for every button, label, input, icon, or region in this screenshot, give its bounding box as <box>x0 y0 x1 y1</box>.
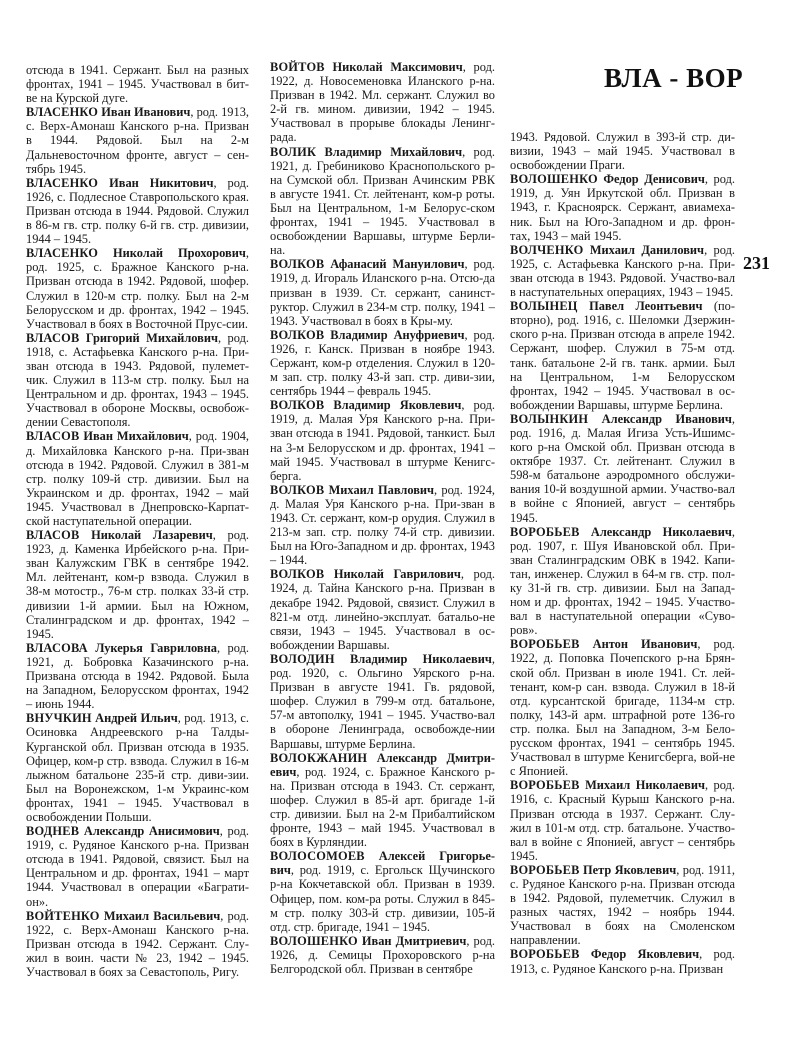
entry-given-names: Александр Анисимович <box>83 824 220 839</box>
entry-surname: ВОЛКОВ <box>270 482 325 497</box>
page-number: 231 <box>743 253 770 273</box>
entry-given-names: Иван Михайлович <box>83 429 189 444</box>
entry-text: , род. 1925, с. Бражное Канского р-на. Призван отсюда в 1942. Рядовой, шофер. Служил в 120-м стр. полку. Был на 2-м Белорусском и др. фронтах, 1942 – 1945. Участвовал в боях в Восточной Прус-сии. <box>26 246 249 331</box>
entry-text: , род. 1916, д. Малая Игиза Усть-Ишимс-кого р-на Омской обл. Призван отсюда в октябре 1937. Ст. лейтенант. Служил в 598-м батальоне аэродромного обслужи-вания 10-й воздушной армии. Участво-вал в войне с Японией, август – сентябрь 1945. <box>510 411 735 525</box>
entry-given-names: Николай Лазаревич <box>91 528 213 543</box>
entry-text: , род. 1919, д. Игораль Иланского р-на. Отсю-да призван в 1939. Ст. сержант, санинст-руктор. Служил в 234-м стр. полку, 1941 – 1943. Участвовал в боях в Кры-му. <box>270 257 495 328</box>
entry-given-names: Николай Прохорович <box>113 246 246 261</box>
entry-surname: ВЛАСОВ <box>26 528 80 543</box>
entry-continuation <box>510 130 735 172</box>
entry-given-names: Иван Никитович <box>109 175 214 190</box>
biography-entry <box>510 525 735 638</box>
entry-text: , род. 1926, с. Подлесное Ставропольского края. Призван отсюда в 1944. Рядовой. Служил в 86-м гв. стр. полку 6-й гв. стр. дивизии, 1944 – 1945. <box>26 175 249 247</box>
biography-entry <box>270 567 495 652</box>
entry-given-names: Григорий Михайлович <box>85 330 218 345</box>
biography-entry <box>270 145 495 258</box>
text-column-3 <box>510 130 735 976</box>
entry-text: , род. 1919, д. Малая Уря Канского р-на. При-зван отсюда в 1941. Рядовой, танкист. Был на 3-м Белорусском и др. фронтах, 1941 – май 1945. Участвовал в штурме Кенигс-берга. <box>270 398 495 483</box>
entry-surname: ВОРОБЬЕВ <box>510 947 580 962</box>
entry-given-names: Александр Николаевич <box>590 524 732 539</box>
entry-surname: ВОЛКОВ <box>270 398 325 413</box>
biography-entry <box>26 331 249 430</box>
entry-text: , род. 1913, с. Верх-Амонаш Канского р-на. Призван в 1944. Рядовой. Был на 2-м Дальневосточном фронте, август – сен-тябрь 1945. <box>26 105 249 176</box>
entry-given-names: Антон Иванович <box>592 637 698 652</box>
biography-entry <box>510 637 735 778</box>
entry-text: отсюда в 1941. Сержант. Был на разных фронтах, 1941 – 1945. Участвовал в бит-ве на Курской дуге. <box>26 63 249 106</box>
entry-text: , род. 1922, д. Новосеменовка Иланского р-на. Призван в 1942. Мл. сержант. Служил во 2-й гв. мином. дивизии, 1942 – 1945. Участвовал в прорыве блокады Ленинг-рада. <box>270 60 495 145</box>
entry-given-names: Николай Максимович <box>332 60 463 74</box>
entry-given-names: Михаил Данилович <box>589 242 705 257</box>
biography-entry <box>26 641 249 711</box>
entry-text: , род. 1924, с. Бражное Канского р-на. Призван отсюда в 1943. Ст. сержант, шофер. Служил в 85-й арт. бригаде 1-й стр. дивизии. Был на 2-м Прибалтийском фронте, 1943 – май 1945. Участвовал в боях в Курляндии. <box>270 764 495 850</box>
entry-text: , род. 1925, с. Астафьевка Канского р-на. При-зван отсюда в 1943. Рядовой. Участво-вал в наступательных операциях, 1943 – 1945. <box>510 242 735 300</box>
biography-entry <box>270 849 495 934</box>
entry-text: , род. 1924, д. Тайна Канского р-на. Призван в декабре 1942. Рядовой, связист. Служил в 821-м отд. линейно-эксплуат. батальо-не связи, 1943 – 1945. Участвовал в ос-вобождении Варшавы. <box>270 567 495 652</box>
entry-text: (по-вторно), род. 1916, с. Шеломки Дзержин-ского р-на. Призван отсюда в апреле 1942. Сержант, шофер. Служил в 75-м отд. танк. батальоне 2-й гв. танк. армии. Был на Центральном, 1-м Белорусском фронтах, 1942 – 1945. Участвовал в ос-вобождении Варшавы, штурме Берлина. <box>510 299 735 412</box>
entry-text: 1943. Рядовой. Служил в 393-й стр. ди-визии, 1943 – май 1945. Участвовал в освобождении Праги. <box>510 130 735 173</box>
biography-entry <box>510 299 735 412</box>
biography-entry <box>26 528 249 641</box>
biography-entry <box>26 246 249 331</box>
entry-text: , род. 1921, д. Гребиниково Краснопольского р-на Сумской обл. Призван Ачинским РВК в августе 1941. Ст. лейтенант, ком-р роты. Был на Центральном, 1-м Белорус-ском фронтах, 1941 – 1945. Участвовал в освобождении Варшавы, штурме Берли-на. <box>270 144 495 258</box>
entry-text: , род. 1919, д. Уян Иркутской обл. Призван в 1943, г. Красноярск. Сержант, авиамеха-ник. Был на Юго-Западном и др. фрон-тах, 1943 – май 1945. <box>510 172 735 243</box>
entry-text: , род. 1921, д. Бобровка Казачинского р-на. Призвана отсюда в 1942. Рядовой. Была на Западном, Белорусском фронтах, 1942 – июнь 1944. <box>26 640 249 712</box>
entry-given-names: Иван Иванович <box>101 105 191 120</box>
biography-entry <box>26 429 249 528</box>
entry-text: , род. 1911, с. Рудяное Канского р-на. Призван отсюда в 1942. Рядовой, пулеметчик. Служил в разных частях, 1942 – ноябрь 1944. Участвовал в боях на Смоленском направлении. <box>510 862 735 948</box>
entry-surname: ВОЛКОВ <box>270 327 325 342</box>
entry-text: , род. 1904, д. Михайловка Канского р-на. При-зван отсюда в 1942. Рядовой. Служил в 381-м стр. полку 109-й стр. дивизии. Был на Украинском и др. фронтах, 1942 – май 1945. Участвовал в Днепровско-Карпат-ской наступательной операции. <box>26 429 249 528</box>
entry-surname: ВЛАСЕНКО <box>26 105 99 120</box>
biography-entry <box>26 176 249 246</box>
entry-given-names: Михаил Николаевич <box>585 778 705 793</box>
entry-given-names: Владимир Николаевич <box>350 651 492 666</box>
entry-continuation <box>26 63 249 105</box>
entry-surname: ВОРОБЬЕВ <box>510 778 580 793</box>
entry-surname: ВОРОБЬЕВ <box>510 862 580 877</box>
biography-entry <box>510 778 735 863</box>
text-column-2 <box>270 60 495 976</box>
biography-entry <box>26 105 249 175</box>
entry-given-names: Александр Дмитри-евич <box>270 750 495 779</box>
entry-text: , род. 1922, д. Поповка Почепского р-на Брян-ской обл. Призван в июле 1941. Ст. лей-тенант, ком-р сан. взвода. Служил в 18-й отд. курсантской бригаде, 1134-м стр. полку, 143-й арм. штрафной роте 136-го стр. полка. Был на Западном, 3-м Бело-русском фронтах, 1941 – сентябрь 1945. Участвовал в штурме Кенигсберга, вой-не с Японией. <box>510 637 735 779</box>
entry-surname: ВОЙТОВ <box>270 60 325 74</box>
entry-given-names: Владимир Яковлевич <box>333 398 462 413</box>
entry-text: , род. 1926, г. Канск. Призван в ноябре 1943. Сержант, ком-р отделения. Служил в 120-м зап. стр. полку 43-й зап. стр. диви-зии, сентябрь 1944 – февраль 1945. <box>270 327 495 399</box>
entry-surname: ВОДНЕВ <box>26 824 80 839</box>
biography-entry <box>270 398 495 483</box>
entry-surname: ВОЛЫНКИН <box>510 411 589 426</box>
entry-surname: ВОЛИК <box>270 144 317 159</box>
entry-surname: ВОЛОДИН <box>270 651 335 666</box>
entry-surname: ВОЛКОВ <box>270 257 325 272</box>
biography-entry <box>270 652 495 751</box>
entry-given-names: Владимир Ануфриевич <box>330 327 465 342</box>
entry-given-names: Михаил Васильевич <box>103 908 221 923</box>
entry-surname: ВОЛОШЕНКО <box>510 172 598 187</box>
biography-entry <box>270 934 495 976</box>
entry-text: , род. 1916, с. Красный Курыш Канского р-на. Призван отсюда в 1937. Сержант. Слу-жил в 101-м отд. стр. батальоне. Участво-вал в войне с Японией, август – сентябрь 1945. <box>510 778 735 863</box>
entry-surname: ВОЛЧЕНКО <box>510 242 584 257</box>
entry-surname: ВОЛЫНЕЦ <box>510 299 578 314</box>
biography-entry <box>510 863 735 948</box>
entry-text: , род. 1923, д. Каменка Ирбейского р-на. При-зван Калужским ГВК в сентябре 1942. Мл. лейтенант, ком-р взвода. Служил в 38-м мотостр., 76-м стр. полках 33-й стр. дивизии 1-й армии. Был на Южном, Сталинградском и др. фронтах, 1942 – 1945. <box>26 528 249 641</box>
entry-given-names: Павел Леонтьевич <box>589 299 703 314</box>
entry-surname: ВОЛОСОМОЕВ <box>270 849 365 864</box>
entry-text: , род. 1907, г. Шуя Ивановской обл. При-зван Сталинградским ОВК в 1942. Капи-тан, инженер. Служил в 64-м гв. стр. пол-ку 31-й гв. стр. дивизии. Был на Запад-ном и др. фронтах, 1942 – 1945. Участво-вал в наступательной операции «Суво-ров». <box>510 524 735 638</box>
entry-surname: ВОРОБЬЕВ <box>510 524 580 539</box>
entry-surname: ВОЛОКЖАНИН <box>270 750 368 765</box>
entry-surname: ВЛАСОВ <box>26 330 80 345</box>
entry-given-names: Лукерья Гавриловна <box>95 640 217 655</box>
entry-text: , род. 1919, с. Рудяное Канского р-на. Призван отсюда в 1941. Рядовой, связист. Был на Центральном и др. фронтах, 1941 – март 1944. Участвовал в операции «Баграти-он». <box>26 824 249 909</box>
biography-entry <box>510 412 735 525</box>
running-head: ВЛА - ВОР <box>604 63 744 93</box>
entry-given-names: Иван Дмитриевич <box>361 933 467 948</box>
biography-entry <box>270 60 495 145</box>
biography-entry <box>270 751 495 850</box>
biography-entry <box>270 257 495 327</box>
entry-surname: ВОЙТЕНКО <box>26 908 100 923</box>
entry-text: , род. 1924, д. Малая Уря Канского р-на. При-зван в 1943. Ст. сержант, ком-р орудия. Служил в 213-м зап. стр. полку 74-й стр. дивизии. Был на Юго-Западном и др. фронтах, 1943 – 1944. <box>270 482 495 568</box>
entry-text: , род. 1926, д. Семицы Прохоровского р-на Белгородской обл. Призван в сентябре <box>270 933 495 976</box>
entry-surname: ВОЛКОВ <box>270 567 325 582</box>
entry-given-names: Николай Гаврилович <box>333 567 461 582</box>
biography-entry <box>26 824 249 909</box>
entry-surname: ВЛАСЕНКО <box>26 175 99 190</box>
biography-entry <box>26 711 249 824</box>
entry-given-names: Федор Денисович <box>603 172 705 187</box>
entry-given-names: Афанасий Мануилович <box>330 257 465 272</box>
biography-entry <box>26 909 249 979</box>
biography-entry <box>510 243 735 299</box>
entry-surname: ВОЛОШЕНКО <box>270 933 358 948</box>
entry-given-names: Андрей Ильич <box>95 711 178 726</box>
entry-text: , род. 1922, с. Верх-Амонаш Канского р-на. Призван отсюда в 1942. Сержант. Слу-жил в воин. части № 23, 1942 – 1945. Участвовал в боях за Севастополь, Ригу. <box>26 908 249 979</box>
biography-entry <box>270 328 495 398</box>
biography-entry <box>510 172 735 242</box>
entry-surname: ВЛАСЕНКО <box>26 246 99 261</box>
entry-surname: ВЛАСОВА <box>26 640 88 655</box>
entry-given-names: Федор Яковлевич <box>590 947 700 962</box>
entry-given-names: Петр Яковлевич <box>582 862 677 877</box>
entry-surname: ВОРОБЬЕВ <box>510 637 580 652</box>
entry-given-names: Михаил Павлович <box>328 482 435 497</box>
entry-surname: ВЛАСОВ <box>26 429 80 444</box>
entry-text: , род. 1919, с. Ергольск Щучинского р-на Кокчетавской обл. Призван в 1939. Офицер, пом. ком-ра роты. Служил в 845-м стр. полку 303-й стр. дивизии, 105-й отд. стр. бригаде, 1941 – 1945. <box>270 863 495 934</box>
entry-surname: ВНУЧКИН <box>26 711 92 726</box>
entry-text: , род. 1913, с. Осиновка Андреевского р-на Талды-Курганской обл. Призван отсюда в 1935. Офицер, ком-р стр. взвода. Служил в 16-м лыжном батальоне 235-й стр. диви-зии. Был на Воронежском, 1-м Украинс-ком фронтах, 1941 – 1945. Участвовал в освобождении Польши. <box>26 711 249 824</box>
entry-text: , род. 1920, с. Ольгино Уярского р-на. Призван в августе 1941. Гв. рядовой, шофер. Служил в 799-м отд. батальоне, 57-м автополку, 1941 – 1945. Участво-вал в обороне Ленинграда, освобожде-нии Варшавы, штурме Берлина. <box>270 651 495 751</box>
text-column-1 <box>26 63 249 979</box>
entry-given-names: Александр Иванович <box>601 411 732 426</box>
entry-text: , род. 1913, с. Рудяное Канского р-на. Призван <box>510 947 735 976</box>
entry-text: , род. 1918, с. Астафьевка Канского р-на. При-зван отсюда в 1943. Рядовой, пулемет-чик. Служил в 113-м стр. полку. Был на Центральном и др. фронтах, 1943 – 1945. Участвовал в обороне Москвы, освобож-дении Севастополя. <box>26 330 249 430</box>
biography-entry <box>270 483 495 568</box>
entry-given-names: Алексей Григорье-вич <box>270 849 495 878</box>
biography-entry <box>510 947 735 975</box>
entry-given-names: Владимир Михайлович <box>324 144 463 159</box>
